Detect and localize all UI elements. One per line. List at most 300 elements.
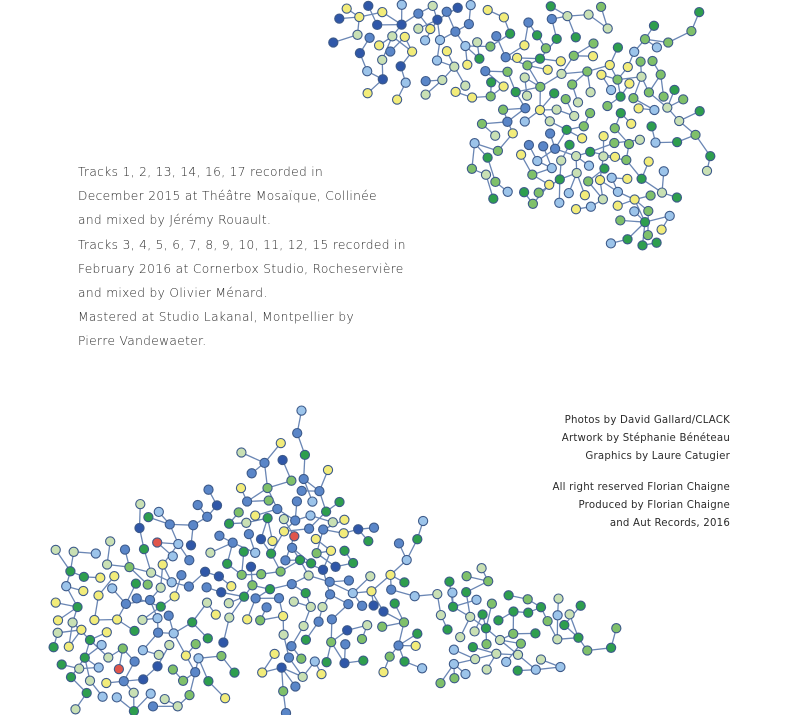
network-node bbox=[414, 9, 423, 18]
network-node bbox=[69, 547, 78, 556]
network-node bbox=[276, 567, 285, 576]
network-node bbox=[545, 117, 554, 126]
network-node bbox=[603, 24, 612, 33]
network-node bbox=[184, 582, 193, 591]
network-node bbox=[221, 694, 230, 703]
network-node bbox=[691, 130, 700, 139]
network-node bbox=[584, 10, 593, 19]
network-node bbox=[387, 585, 396, 594]
network-node bbox=[146, 689, 155, 698]
network-node bbox=[534, 188, 543, 197]
network-node bbox=[277, 663, 286, 672]
network-node bbox=[421, 36, 430, 45]
network-node bbox=[492, 649, 501, 658]
network-node bbox=[486, 42, 495, 51]
network-node bbox=[366, 572, 375, 581]
network-node bbox=[565, 140, 574, 149]
network-node bbox=[524, 140, 533, 149]
credit-line: February 2016 at Cornerbox Studio, Rocheservière bbox=[78, 261, 404, 276]
network-node bbox=[135, 523, 144, 532]
network-node bbox=[506, 29, 515, 38]
network-node bbox=[68, 618, 77, 627]
network-node bbox=[51, 545, 60, 554]
credit-line: Graphics by Laure Catugier bbox=[585, 451, 730, 463]
network-node bbox=[322, 507, 331, 516]
network-node bbox=[636, 57, 645, 66]
network-node bbox=[613, 75, 622, 84]
network-node bbox=[451, 87, 460, 96]
network-node bbox=[702, 166, 711, 175]
network-node bbox=[517, 150, 526, 159]
network-node bbox=[284, 653, 293, 662]
network-node bbox=[466, 612, 475, 621]
network-node bbox=[663, 103, 672, 112]
network-node bbox=[287, 476, 296, 485]
network-node bbox=[306, 511, 315, 520]
network-node bbox=[547, 164, 556, 173]
network-node bbox=[57, 660, 66, 669]
network-node bbox=[247, 469, 256, 478]
network-node bbox=[388, 32, 397, 41]
credit-line: Tracks 3, 4, 5, 6, 7, 8, 9, 10, 11, 12, 15 recorded in bbox=[78, 237, 406, 252]
network-node bbox=[687, 27, 696, 36]
network-node bbox=[521, 104, 530, 113]
network-node bbox=[411, 641, 420, 650]
network-node bbox=[461, 41, 470, 50]
network-node bbox=[408, 47, 417, 56]
network-node bbox=[293, 429, 302, 438]
network-node bbox=[535, 105, 544, 114]
network-node bbox=[586, 202, 595, 211]
network-node bbox=[572, 152, 581, 161]
network-node bbox=[170, 592, 179, 601]
network-node bbox=[339, 529, 348, 538]
network-node bbox=[557, 156, 566, 165]
network-node bbox=[156, 602, 165, 611]
credit-line: All right reserved Florian Chaigne bbox=[552, 481, 730, 493]
network-node bbox=[304, 571, 313, 580]
network-node bbox=[212, 501, 221, 510]
network-node bbox=[203, 634, 212, 643]
network-node bbox=[574, 633, 583, 642]
network-node bbox=[297, 486, 306, 495]
network-node bbox=[468, 93, 477, 102]
network-node bbox=[622, 155, 631, 164]
network-node bbox=[230, 668, 239, 677]
network-node bbox=[263, 483, 272, 492]
network-node bbox=[468, 643, 477, 652]
network-node bbox=[450, 62, 459, 71]
network-node bbox=[481, 624, 490, 633]
network-node bbox=[237, 448, 246, 457]
network-node bbox=[393, 95, 402, 104]
network-node bbox=[256, 535, 265, 544]
network-node bbox=[607, 85, 616, 94]
network-node bbox=[112, 693, 121, 702]
network-node bbox=[576, 601, 585, 610]
network-node bbox=[523, 61, 532, 70]
network-node bbox=[491, 131, 500, 140]
network-node bbox=[428, 1, 437, 10]
network-node bbox=[399, 618, 408, 627]
network-node bbox=[629, 94, 638, 103]
network-node bbox=[301, 635, 310, 644]
network-node bbox=[306, 602, 315, 611]
network-node bbox=[168, 665, 177, 674]
network-node bbox=[516, 639, 525, 648]
network-node bbox=[189, 521, 198, 530]
network-node bbox=[96, 573, 105, 582]
network-node bbox=[605, 60, 614, 69]
network-node bbox=[513, 666, 522, 675]
network-node bbox=[477, 119, 486, 128]
network-node bbox=[616, 216, 625, 225]
network-node bbox=[344, 576, 353, 585]
network-node bbox=[501, 53, 510, 62]
network-node bbox=[650, 105, 659, 114]
network-node bbox=[635, 135, 644, 144]
network-node bbox=[139, 545, 148, 554]
network-node bbox=[80, 653, 89, 662]
network-node bbox=[138, 646, 147, 655]
network-node bbox=[154, 507, 163, 516]
network-node bbox=[307, 559, 316, 568]
credit-line: and mixed by Jérémy Rouault. bbox=[78, 213, 272, 228]
network-node bbox=[223, 559, 232, 568]
network-node bbox=[326, 590, 335, 599]
network-node bbox=[449, 645, 458, 654]
network-node bbox=[179, 676, 188, 685]
network-node bbox=[597, 70, 606, 79]
network-node bbox=[522, 91, 531, 100]
network-node bbox=[211, 610, 220, 619]
network-node bbox=[673, 138, 682, 147]
network-node bbox=[113, 615, 122, 624]
network-node bbox=[706, 152, 715, 161]
credit-line: December 2015 at Théâtre Mosaïque, Collinée bbox=[78, 189, 377, 204]
network-node bbox=[355, 12, 364, 21]
network-node bbox=[570, 111, 579, 120]
network-node bbox=[503, 187, 512, 196]
network-node bbox=[571, 33, 580, 42]
network-node bbox=[300, 450, 309, 459]
network-node bbox=[279, 687, 288, 696]
network-node bbox=[550, 89, 559, 98]
network-node bbox=[131, 579, 140, 588]
network-node bbox=[279, 630, 288, 639]
network-node bbox=[378, 8, 387, 17]
network-node bbox=[520, 117, 529, 126]
network-node bbox=[315, 487, 324, 496]
network-node bbox=[243, 497, 252, 506]
network-node bbox=[607, 173, 616, 182]
network-node bbox=[225, 613, 234, 622]
network-node bbox=[257, 570, 266, 579]
network-node bbox=[138, 615, 147, 624]
network-node bbox=[524, 18, 533, 27]
network-node bbox=[536, 655, 545, 664]
network-node bbox=[616, 92, 625, 101]
network-node bbox=[181, 651, 190, 660]
network-node bbox=[394, 539, 403, 548]
network-node bbox=[167, 578, 176, 587]
network-node bbox=[400, 32, 409, 41]
network-node bbox=[503, 117, 512, 126]
network-node bbox=[580, 191, 589, 200]
network-node bbox=[204, 485, 213, 494]
network-node bbox=[348, 589, 357, 598]
network-node bbox=[410, 592, 419, 601]
network-node bbox=[242, 518, 251, 527]
network-node bbox=[363, 621, 372, 630]
network-node bbox=[481, 170, 490, 179]
spacer bbox=[552, 467, 730, 479]
network-node bbox=[248, 581, 257, 590]
network-node bbox=[276, 439, 285, 448]
network-node bbox=[290, 532, 299, 541]
network-node bbox=[323, 465, 332, 474]
network-node bbox=[274, 594, 283, 603]
network-node bbox=[110, 572, 119, 581]
network-node bbox=[603, 101, 612, 110]
network-node bbox=[301, 589, 310, 598]
network-node bbox=[462, 588, 471, 597]
network-node bbox=[108, 584, 117, 593]
network-node bbox=[165, 520, 174, 529]
network-node bbox=[494, 616, 503, 625]
network-node bbox=[421, 90, 430, 99]
network-node bbox=[438, 75, 447, 84]
network-node bbox=[251, 594, 260, 603]
network-node bbox=[291, 516, 300, 525]
network-node bbox=[638, 241, 647, 250]
network-node bbox=[610, 124, 619, 133]
network-node bbox=[114, 665, 123, 674]
network-node bbox=[652, 238, 661, 247]
network-node bbox=[354, 525, 363, 534]
network-node bbox=[472, 595, 481, 604]
network-node bbox=[467, 164, 476, 173]
network-node bbox=[499, 13, 508, 22]
network-node bbox=[637, 72, 646, 81]
network-node bbox=[340, 515, 349, 524]
network-node bbox=[265, 585, 274, 594]
network-node bbox=[217, 651, 226, 660]
network-node bbox=[659, 92, 668, 101]
network-node bbox=[644, 157, 653, 166]
network-node bbox=[327, 638, 336, 647]
network-node bbox=[214, 572, 223, 581]
network-node bbox=[560, 620, 569, 629]
network-node bbox=[397, 20, 406, 29]
network-node bbox=[583, 646, 592, 655]
network-node bbox=[435, 35, 444, 44]
network-node bbox=[132, 594, 141, 603]
network-node bbox=[640, 35, 649, 44]
network-node bbox=[579, 122, 588, 131]
network-node bbox=[535, 54, 544, 63]
network-node bbox=[165, 640, 174, 649]
network-node bbox=[482, 640, 491, 649]
network-node bbox=[414, 24, 423, 33]
network-node bbox=[679, 95, 688, 104]
network-node bbox=[243, 615, 252, 624]
network-node bbox=[556, 57, 565, 66]
network-node bbox=[201, 567, 210, 576]
network-node bbox=[470, 139, 479, 148]
network-node bbox=[656, 70, 665, 79]
network-node bbox=[292, 497, 301, 506]
network-node bbox=[665, 211, 674, 220]
network-node bbox=[94, 591, 103, 600]
network-node bbox=[273, 504, 282, 513]
network-node bbox=[528, 199, 537, 208]
network-node bbox=[185, 691, 194, 700]
network-node bbox=[640, 218, 649, 227]
network-node bbox=[511, 87, 520, 96]
network-node bbox=[571, 205, 580, 214]
network-node bbox=[624, 139, 633, 148]
network-node bbox=[583, 67, 592, 76]
network-node bbox=[546, 129, 555, 138]
network-node bbox=[344, 600, 353, 609]
network-node bbox=[363, 67, 372, 76]
network-node bbox=[263, 514, 272, 523]
network-node bbox=[524, 608, 533, 617]
network-node bbox=[545, 180, 554, 189]
network-node bbox=[644, 88, 653, 97]
network-node bbox=[598, 195, 607, 204]
network-node bbox=[394, 641, 403, 650]
credit-line: and Aut Records, 2016 bbox=[609, 518, 730, 530]
network-node bbox=[365, 33, 374, 42]
network-node bbox=[239, 547, 248, 556]
network-node bbox=[646, 191, 655, 200]
network-node bbox=[314, 617, 323, 626]
network-node bbox=[533, 156, 542, 165]
network-node bbox=[297, 406, 306, 415]
network-node bbox=[164, 611, 173, 620]
network-node bbox=[569, 51, 578, 60]
network-node bbox=[533, 31, 542, 40]
network-node bbox=[297, 654, 306, 663]
network-node bbox=[262, 603, 271, 612]
network-node bbox=[326, 546, 335, 555]
network-node bbox=[649, 21, 658, 30]
network-node bbox=[148, 702, 157, 711]
network-node bbox=[317, 670, 326, 679]
network-node bbox=[340, 546, 349, 555]
network-node bbox=[145, 595, 154, 604]
network-node bbox=[329, 38, 338, 47]
network-node bbox=[461, 81, 470, 90]
network-node bbox=[659, 167, 668, 176]
network-node bbox=[630, 47, 639, 56]
network-node bbox=[670, 85, 679, 94]
credit-line: Mastered at Studio Lakanal, Montpellier by bbox=[78, 310, 355, 325]
network-node bbox=[520, 73, 529, 82]
network-node bbox=[520, 188, 529, 197]
network-node bbox=[359, 656, 368, 665]
network-node bbox=[450, 674, 459, 683]
network-node bbox=[311, 534, 320, 543]
network-node bbox=[553, 611, 562, 620]
network-node bbox=[623, 62, 632, 71]
network-node bbox=[492, 32, 501, 41]
network-node bbox=[66, 673, 75, 682]
network-node bbox=[610, 152, 619, 161]
network-node bbox=[453, 3, 462, 12]
network-node bbox=[651, 138, 660, 147]
network-node bbox=[484, 577, 493, 586]
network-node bbox=[675, 116, 684, 125]
network-node bbox=[536, 82, 545, 91]
network-node bbox=[341, 640, 350, 649]
network-node bbox=[79, 572, 88, 581]
network-node bbox=[281, 556, 290, 565]
network-node bbox=[278, 455, 287, 464]
network-node bbox=[244, 530, 253, 539]
network-node bbox=[481, 67, 490, 76]
network-node bbox=[355, 49, 364, 58]
network-node bbox=[443, 625, 452, 634]
network-node bbox=[367, 587, 376, 596]
network-node bbox=[473, 38, 482, 47]
network-node bbox=[193, 500, 202, 509]
network-node bbox=[62, 582, 71, 591]
network-node bbox=[616, 109, 625, 118]
credit-line: Produced by Florian Chaigne bbox=[578, 499, 730, 511]
network-node bbox=[578, 134, 587, 143]
network-node bbox=[77, 625, 86, 634]
network-node bbox=[319, 525, 328, 534]
network-node bbox=[547, 14, 556, 23]
network-node bbox=[136, 500, 145, 509]
network-node bbox=[120, 545, 129, 554]
network-node bbox=[672, 193, 681, 202]
network-node bbox=[310, 657, 319, 666]
network-node bbox=[363, 89, 372, 98]
network-node bbox=[442, 7, 451, 16]
network-node bbox=[129, 688, 138, 697]
network-node bbox=[144, 513, 153, 522]
network-node bbox=[627, 119, 636, 128]
network-node bbox=[158, 560, 167, 569]
network-node bbox=[369, 601, 378, 610]
network-node bbox=[539, 142, 548, 151]
network-node bbox=[565, 610, 574, 619]
network-node bbox=[240, 592, 249, 601]
network-node bbox=[90, 615, 99, 624]
network-node bbox=[436, 679, 445, 688]
network-node bbox=[357, 634, 366, 643]
network-node bbox=[445, 577, 454, 586]
network-node bbox=[91, 549, 100, 558]
network-node bbox=[325, 577, 334, 586]
network-node bbox=[103, 560, 112, 569]
network-node bbox=[98, 692, 107, 701]
network-node bbox=[340, 659, 349, 668]
network-node bbox=[349, 558, 358, 567]
network-node bbox=[402, 555, 411, 564]
network-node bbox=[386, 47, 395, 56]
network-node bbox=[471, 655, 480, 664]
network-node bbox=[379, 668, 388, 677]
network-node bbox=[413, 535, 422, 544]
network-node bbox=[228, 538, 237, 547]
network-node bbox=[85, 676, 94, 685]
network-node bbox=[154, 628, 163, 637]
